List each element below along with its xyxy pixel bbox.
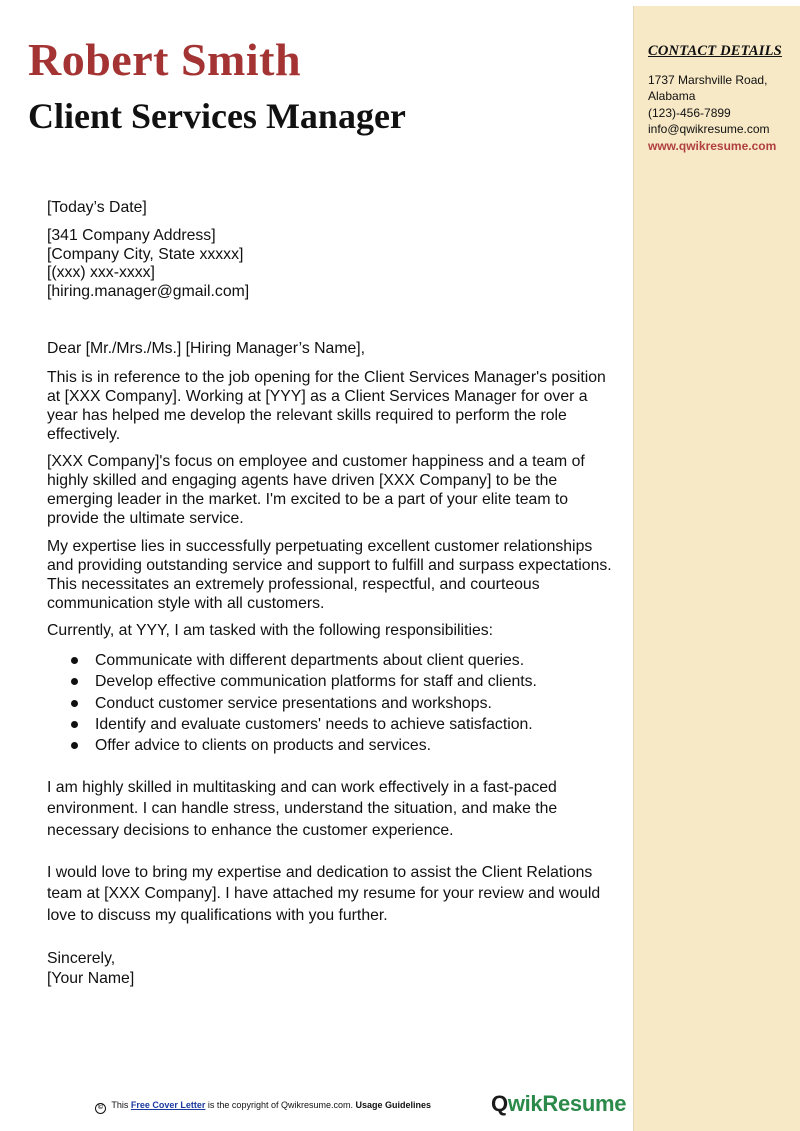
bullet-icon bbox=[71, 742, 78, 749]
responsibilities-list bbox=[47, 650, 607, 756]
contact-phone: (123)-456-7899 bbox=[648, 106, 731, 120]
contact-address-line1: 1737 Marshville Road, bbox=[648, 73, 768, 87]
bullet-icon bbox=[71, 678, 78, 685]
qwikresume-logo[interactable]: QwikResume bbox=[491, 1091, 627, 1116]
paragraph-intro: This is in reference to the job opening for the Client Services Manager's position at [XXX Company]. Working at [YYY] as a Client Services Manager for over a year has helped me develop the relevant skills required to perform the role effectively. bbox=[47, 369, 606, 443]
recipient-address: [341 Company Address] bbox=[47, 227, 216, 244]
recipient-phone: [(xxx) xxx-xxxx] bbox=[47, 264, 155, 281]
list-item: Communicate with different departments about client queries. bbox=[47, 650, 607, 671]
signoff: Sincerely, bbox=[47, 950, 116, 967]
bullet-icon bbox=[71, 657, 78, 664]
top-margin bbox=[0, 0, 800, 6]
paragraph-expertise: My expertise lies in successfully perpetuating excellent customer relationships and providing outstanding service and support to fulfill and surpass expectations. This necessitates an extremely professional, respectful, and courteous communication style with all customers. bbox=[47, 538, 612, 612]
free-cover-letter-link[interactable]: Free Cover Letter bbox=[130, 1100, 206, 1110]
paragraph-skills: I am highly skilled in multitasking and can work effectively in a fast-paced environment. I can handle stress, understand the situation, and make the necessary decisions to enhance the customer experience. bbox=[47, 779, 558, 839]
paragraph-closing: I would love to bring my expertise and dedication to assist the Client Relations team at [XXX Company]. I have attached my resume for your review and would love to discuss my qualifications with you further. bbox=[47, 864, 601, 924]
list-item: Identify and evaluate customers' needs to achieve satisfaction. bbox=[47, 714, 607, 735]
copyright-footer: © This Free Cover Letter is the copyright of Qwikresume.com. Usage Guidelines bbox=[95, 1100, 431, 1114]
copyright-icon: © bbox=[95, 1103, 106, 1114]
contact-website[interactable]: www.qwikresume.com bbox=[648, 139, 777, 153]
paragraph-company: [XXX Company]'s focus on employee and customer happiness and a team of highly skilled and engaging agents have driven [XXX Company] to be the emerging leader in the market. I'm excited to be a part of your elite team to provide the ultimate service. bbox=[47, 453, 585, 527]
contact-address-line2: Alabama bbox=[648, 89, 696, 103]
recipient-city: [Company City, State xxxxx] bbox=[47, 245, 244, 263]
usage-guidelines-link[interactable]: Usage Guidelines bbox=[355, 1100, 432, 1110]
salutation: Dear [Mr./Mrs./Ms.] [Hiring Manager’s Name], bbox=[47, 340, 366, 357]
recipient-email: [hiring.manager@gmail.com] bbox=[47, 282, 250, 300]
list-item: Develop effective communication platforms for staff and clients. bbox=[47, 671, 607, 692]
contact-email[interactable]: info@qwikresume.com bbox=[648, 122, 770, 136]
list-item: Conduct customer service presentations and workshops. bbox=[47, 693, 607, 714]
paragraph-responsibilities-intro: Currently, at YYY, I am tasked with the following responsibilities: bbox=[47, 622, 494, 639]
applicant-name: Robert Smith bbox=[28, 34, 302, 85]
job-title: Client Services Manager bbox=[28, 96, 406, 136]
signature: [Your Name] bbox=[47, 970, 135, 987]
list-item: Offer advice to clients on products and services. bbox=[47, 735, 607, 756]
letter-date: [Today’s Date] bbox=[47, 199, 147, 216]
bullet-icon bbox=[71, 700, 78, 707]
contact-heading: CONTACT DETAILS bbox=[648, 43, 782, 59]
bullet-icon bbox=[71, 721, 78, 728]
contact-sidebar bbox=[633, 6, 800, 1131]
